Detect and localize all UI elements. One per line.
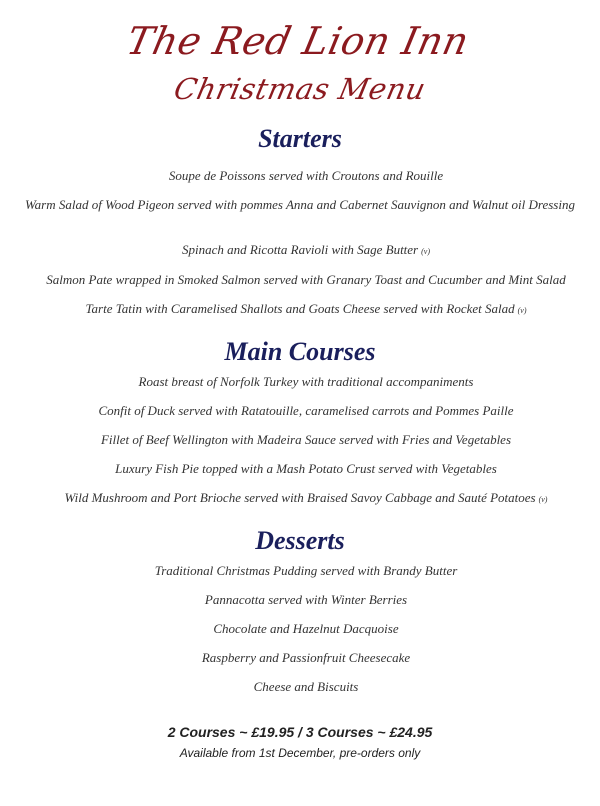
main-item — [0, 461, 600, 477]
main-item-text: Fillet of Beef Wellington with Madeira Sauce served with Fries and Vegetables — [100, 432, 512, 447]
main-item-text: Confit of Duck served with Ratatouille, caramelised carrots and Pommes Paille — [98, 403, 514, 418]
dessert-item — [0, 563, 600, 579]
course-pricing: 2 Courses ~ £19.95 / 3 Courses ~ £24.95 — [167, 724, 433, 740]
starter-item — [0, 272, 600, 288]
desserts-heading: Desserts — [255, 526, 345, 555]
starter-item-text: Soupe de Poissons served with Croutons and Rouille — [168, 168, 444, 183]
starter-item-text: Spinach and Ricotta Ravioli with Sage Butter — [181, 242, 419, 257]
main-item-text: Wild Mushroom and Port Brioche served with Braised Savoy Cabbage and Sauté Potatoes — [64, 490, 536, 505]
restaurant-name: The Red Lion Inn — [122, 19, 473, 63]
mains-section — [0, 337, 600, 367]
starters-section — [0, 124, 600, 154]
menu-header — [0, 0, 600, 106]
vegetarian-marker: (v) — [538, 495, 548, 504]
starter-item — [0, 197, 600, 213]
vegetarian-marker: (v) — [517, 306, 527, 315]
desserts-section — [0, 526, 600, 556]
main-item — [0, 374, 600, 390]
main-item — [0, 403, 600, 419]
main-item — [0, 490, 600, 508]
starter-item — [0, 168, 600, 184]
dessert-item — [0, 679, 600, 695]
starter-item — [0, 301, 600, 319]
dessert-item — [0, 621, 600, 637]
main-item-text: Luxury Fish Pie topped with a Mash Potato Crust served with Vegetables — [115, 461, 497, 476]
dessert-item-text: Pannacotta served with Winter Berries — [204, 592, 408, 607]
dessert-item — [0, 592, 600, 608]
dessert-item-text: Raspberry and Passionfruit Cheesecake — [201, 650, 411, 665]
dessert-item-text: Traditional Christmas Pudding served with Brandy Butter — [154, 563, 458, 578]
starters-heading: Starters — [258, 124, 342, 153]
dessert-item-text: Cheese and Biscuits — [253, 679, 359, 694]
mains-heading: Main Courses — [224, 337, 376, 366]
dessert-item — [0, 650, 600, 666]
menu-subtitle: Christmas Menu — [171, 72, 429, 106]
starter-item — [0, 242, 600, 260]
vegetarian-marker: (v) — [421, 247, 431, 256]
availability-note: Available from 1st December, pre-orders only — [179, 746, 421, 760]
starter-item-text: Tarte Tatin with Caramelised Shallots and Goats Cheese served with Rocket Salad — [85, 301, 515, 316]
main-item — [0, 432, 600, 448]
dessert-item-text: Chocolate and Hazelnut Dacquoise — [213, 621, 399, 636]
starter-item-text: Salmon Pate wrapped in Smoked Salmon served with Granary Toast and Cucumber and Mint Salad — [46, 272, 566, 287]
main-item-text: Roast breast of Norfolk Turkey with traditional accompaniments — [138, 374, 474, 389]
starter-item-text: Warm Salad of Wood Pigeon served with pommes Anna and Cabernet Sauvignon and Walnut oil Dressing — [25, 197, 575, 212]
